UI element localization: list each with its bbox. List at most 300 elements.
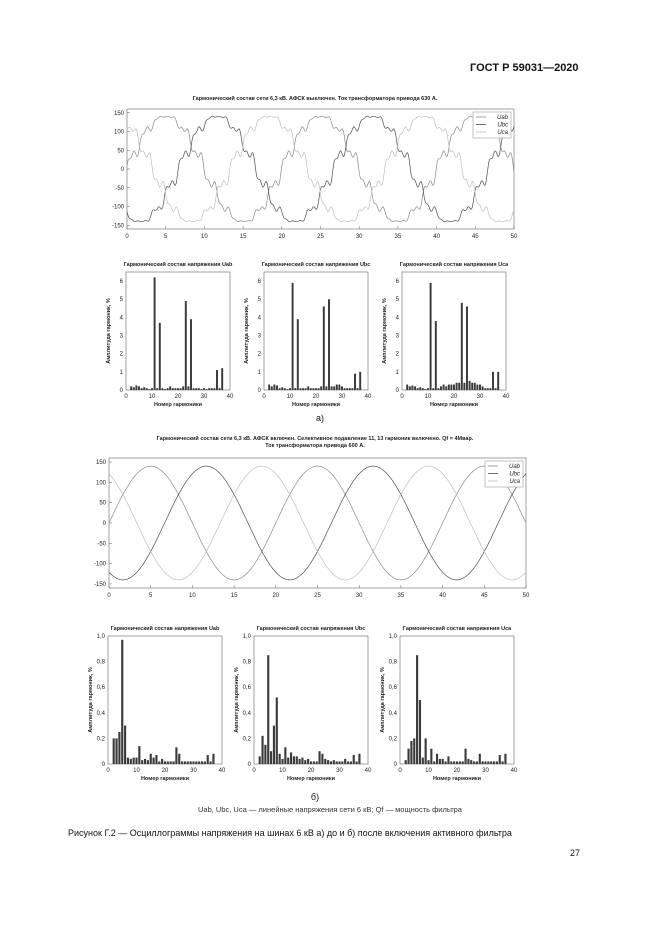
- bar-h16: [305, 388, 307, 390]
- y-tick-label: 0: [102, 521, 106, 527]
- plot-frame: [254, 636, 368, 764]
- bar-h34: [204, 761, 206, 764]
- bar-h29: [190, 761, 192, 764]
- bar-h24: [321, 754, 323, 764]
- bar-h19: [450, 385, 452, 390]
- bar-h29: [476, 385, 478, 390]
- bar-h20: [315, 388, 317, 390]
- y-tick-label: 0: [393, 762, 397, 768]
- y-tick-label: 100: [95, 480, 106, 487]
- bar-h19: [307, 759, 309, 764]
- bar-h15: [150, 754, 152, 764]
- x-tick-label: 20: [161, 768, 169, 774]
- x-tick-label: 25: [317, 234, 324, 240]
- y-tick-label: 0: [247, 762, 251, 768]
- bar-h11: [430, 283, 432, 390]
- bar-h12: [294, 388, 296, 390]
- bar-h14: [439, 759, 441, 764]
- y-tick-label: 2: [257, 351, 261, 358]
- x-tick-label: 10: [148, 394, 156, 400]
- bar-h10: [289, 388, 291, 390]
- bar-h27: [476, 761, 478, 764]
- y-tick-label: 150: [95, 460, 106, 467]
- part-b-label: б): [310, 792, 320, 802]
- y-tick-label: 100: [113, 129, 124, 136]
- bar-h25: [190, 319, 192, 390]
- bar-h16: [443, 385, 445, 390]
- x-tick-label: 20: [450, 394, 458, 400]
- y-axis-label: Амплитуда гармоник, %: [234, 667, 240, 733]
- bar-h27: [333, 386, 335, 390]
- x-axis-label: Номер гармоники: [429, 402, 479, 408]
- legend-label-uab: Uab: [508, 464, 520, 470]
- bar-h23: [461, 303, 463, 390]
- bar-h19: [453, 761, 455, 764]
- bar-h8: [276, 697, 278, 764]
- x-tick-label: 10: [201, 234, 208, 240]
- bar-h30: [203, 388, 205, 390]
- bar-h9: [425, 738, 427, 764]
- part-b-title-line2: Ток трансформатора привода 600 А.: [265, 443, 365, 449]
- y-tick-label: 5: [119, 297, 123, 304]
- x-tick-label: 30: [355, 593, 363, 599]
- bar-h13: [435, 321, 437, 390]
- bar-h3: [409, 386, 411, 390]
- bar-h28: [474, 383, 476, 390]
- y-tick-label: -50: [115, 185, 124, 192]
- bar-h32: [490, 761, 492, 764]
- bar-h3: [115, 738, 117, 764]
- y-tick-label: 0,8: [388, 659, 397, 666]
- bar-h35: [207, 755, 209, 764]
- bar-h18: [450, 761, 452, 764]
- bar-h25: [466, 306, 468, 390]
- bar-h32: [208, 388, 210, 390]
- y-tick-label: 6: [119, 279, 123, 286]
- x-tick-label: 40: [439, 593, 446, 599]
- bar-h33: [493, 761, 495, 764]
- bar-h8: [422, 758, 424, 764]
- bar-h35: [354, 374, 356, 390]
- x-tick-label: 30: [355, 234, 363, 240]
- x-tick-label: 40: [433, 234, 440, 240]
- bar-h26: [327, 760, 329, 764]
- bar-h32: [484, 388, 486, 390]
- part-a-label: а): [315, 413, 324, 423]
- y-tick-label: 0: [101, 762, 105, 768]
- bar-h20: [177, 388, 179, 390]
- y-tick-label: 50: [99, 500, 106, 507]
- y-tick-label: 0,6: [388, 685, 397, 692]
- bar-h16: [445, 761, 447, 764]
- x-tick-label: 10: [189, 593, 196, 599]
- wave-chart-a: [100, 103, 520, 243]
- standard-header: ГОСТ Р 59031—2020: [470, 62, 579, 74]
- bar-h22: [170, 761, 172, 764]
- bar-h23: [318, 751, 320, 764]
- bar-h15: [442, 759, 444, 764]
- bar-h5: [138, 386, 140, 390]
- bar-h3: [261, 736, 263, 764]
- bar-h6: [279, 388, 281, 390]
- x-tick-label: 10: [425, 768, 432, 774]
- bar-h19: [161, 759, 163, 764]
- bar-h15: [296, 756, 298, 764]
- bar-h27: [471, 383, 473, 390]
- bar-h17: [447, 756, 449, 764]
- y-tick-label: 1: [119, 369, 123, 376]
- x-tick-label: 40: [364, 768, 372, 774]
- bar-h13: [436, 754, 438, 764]
- plot-frame: [109, 458, 526, 588]
- y-tick-label: 2: [119, 351, 123, 358]
- x-tick-label: 20: [307, 768, 315, 774]
- legend-label-uca: Uca: [509, 479, 520, 485]
- bar-h21: [318, 388, 320, 390]
- bar-h13: [159, 323, 161, 390]
- x-tick-label: 0: [106, 768, 110, 774]
- bar-h19: [312, 388, 314, 390]
- bar-h8: [146, 388, 148, 390]
- x-tick-label: 5: [149, 593, 153, 599]
- bar-h37: [212, 754, 214, 764]
- bar-h7: [143, 387, 145, 390]
- bar-h25: [470, 760, 472, 764]
- harmonic-chart-a-uca: [380, 258, 516, 410]
- bar-h36: [495, 388, 497, 390]
- legend-label-uca: Uca: [497, 130, 508, 136]
- y-tick-label: 4: [119, 315, 123, 322]
- x-tick-label: 30: [336, 768, 343, 774]
- bar-h28: [333, 760, 335, 764]
- bar-h12: [156, 388, 158, 390]
- bar-h12: [287, 758, 289, 764]
- x-tick-label: 25: [314, 593, 321, 599]
- bar-h30: [484, 761, 486, 764]
- bar-h10: [135, 758, 137, 764]
- bar-h8: [130, 759, 132, 764]
- bar-h24: [175, 747, 177, 764]
- y-tick-label: 6: [257, 279, 261, 286]
- x-axis-label: Номер гармоники: [432, 776, 482, 782]
- y-tick-label: 1: [395, 369, 399, 376]
- bar-h21: [456, 383, 458, 390]
- bar-h14: [299, 388, 301, 390]
- x-tick-label: 40: [364, 394, 372, 400]
- bar-h5: [413, 738, 415, 764]
- chart-title: Гармонический состав напряжения Ubc: [256, 626, 366, 632]
- x-tick-label: 20: [174, 394, 182, 400]
- bar-h2: [259, 756, 261, 764]
- bar-h30: [479, 385, 481, 390]
- bar-h23: [323, 306, 325, 390]
- x-tick-label: 20: [272, 593, 280, 599]
- bar-h11: [430, 749, 432, 764]
- bar-h24: [467, 759, 469, 764]
- bar-h7: [419, 387, 421, 390]
- bar-h22: [316, 761, 318, 764]
- bar-h11: [292, 283, 294, 390]
- bar-h33: [347, 761, 349, 764]
- y-axis-label: Амплитуда гармоник, %: [88, 667, 94, 733]
- bar-h14: [437, 388, 439, 390]
- bar-h26: [193, 388, 195, 390]
- y-tick-label: 0: [257, 388, 261, 394]
- x-tick-label: 35: [397, 593, 405, 599]
- bar-h35: [499, 755, 501, 764]
- bar-h3: [407, 749, 409, 764]
- bar-h17: [169, 386, 171, 390]
- chart-title: Гармонический состав напряжения Uab: [110, 626, 220, 632]
- bar-h29: [336, 761, 338, 764]
- bar-h24: [187, 386, 189, 390]
- x-tick-label: 15: [239, 234, 247, 240]
- bar-h31: [482, 386, 484, 390]
- bar-h18: [172, 388, 174, 390]
- bar-h20: [310, 761, 312, 764]
- y-tick-label: 0,2: [388, 736, 397, 743]
- x-tick-label: 10: [424, 394, 432, 400]
- bar-h26: [469, 381, 471, 390]
- y-tick-label: 6: [395, 279, 399, 286]
- y-tick-label: 2: [395, 351, 399, 358]
- bar-h23: [185, 301, 187, 390]
- bar-h12: [432, 388, 434, 390]
- y-tick-label: 4: [257, 315, 261, 322]
- part-b-title-line1: Гармонический состав сети 6,3 кВ. АФСК включен. Селективное подавление 11, 13 гармоник включено. Qf = 4Мвар.: [156, 436, 474, 442]
- bar-h26: [473, 761, 475, 764]
- bar-h15: [302, 388, 304, 390]
- bar-h5: [121, 640, 123, 764]
- bar-h18: [448, 385, 450, 390]
- bar-h30: [338, 761, 340, 764]
- bar-h5: [267, 655, 269, 764]
- bar-h14: [147, 760, 149, 764]
- plot-frame: [264, 272, 368, 390]
- bar-h23: [464, 749, 466, 764]
- y-tick-label: 0,4: [96, 710, 105, 717]
- bar-h9: [148, 389, 150, 390]
- bar-h6: [416, 655, 418, 764]
- bar-h22: [462, 761, 464, 764]
- x-tick-label: 40: [218, 768, 226, 774]
- bar-h24: [463, 383, 465, 390]
- bar-h18: [158, 761, 160, 764]
- bar-h36: [356, 761, 358, 764]
- y-tick-label: 0,2: [242, 736, 251, 743]
- x-tick-label: 20: [453, 768, 461, 774]
- bar-h17: [445, 386, 447, 390]
- plot-frame: [127, 109, 514, 229]
- bar-h4: [118, 732, 120, 764]
- y-tick-label: 0: [120, 167, 124, 173]
- bar-h32: [198, 761, 200, 764]
- bar-h26: [331, 386, 333, 390]
- legend-caption: Uab, Ubc, Uca — линейные напряжения сети 6 кВ; Qf — мощность фильтра: [198, 805, 462, 814]
- bar-h25: [328, 299, 330, 390]
- plot-frame: [402, 272, 506, 390]
- bar-h12: [141, 760, 143, 764]
- bar-h20: [453, 385, 455, 390]
- bar-h2: [405, 760, 407, 764]
- bar-h34: [213, 388, 215, 390]
- bar-h3: [271, 386, 273, 390]
- x-tick-label: 0: [124, 394, 128, 400]
- y-tick-label: 1: [257, 369, 261, 376]
- bar-h16: [299, 759, 301, 764]
- x-tick-label: 10: [286, 394, 294, 400]
- x-tick-label: 30: [482, 768, 489, 774]
- y-tick-label: 50: [117, 148, 124, 155]
- x-tick-label: 40: [510, 768, 518, 774]
- bar-h35: [353, 755, 355, 764]
- chart-title: Гармонический состав напряжения Uca: [399, 262, 509, 268]
- bar-h37: [504, 754, 506, 764]
- harmonic-chart-a-uab: [104, 258, 240, 410]
- x-tick-label: 0: [125, 234, 129, 240]
- bar-h24: [325, 386, 327, 390]
- bar-h2: [113, 738, 115, 764]
- y-tick-label: 3: [119, 333, 123, 340]
- bar-h17: [301, 758, 303, 764]
- bar-h6: [124, 726, 126, 764]
- x-tick-label: 30: [476, 394, 484, 400]
- y-tick-label: 0,6: [242, 685, 251, 692]
- bar-h33: [487, 388, 489, 390]
- bar-h29: [338, 385, 340, 390]
- y-tick-label: 5: [395, 297, 399, 304]
- bar-h11: [154, 277, 156, 390]
- x-tick-label: 10: [279, 768, 286, 774]
- y-tick-label: 3: [257, 333, 261, 340]
- bar-h2: [268, 385, 270, 390]
- y-tick-label: 1,0: [96, 634, 105, 640]
- bar-h36: [219, 388, 221, 390]
- bar-h31: [195, 761, 197, 764]
- harmonic-chart-b-uab: [86, 622, 232, 784]
- bar-h16: [153, 758, 155, 764]
- bar-h19: [174, 388, 176, 390]
- y-axis-label: Амплитуда гармоник, %: [244, 298, 250, 364]
- bar-h31: [206, 389, 208, 390]
- y-tick-label: 4: [395, 315, 399, 322]
- bar-h11: [284, 747, 286, 764]
- bar-h10: [427, 388, 429, 390]
- bar-h21: [459, 761, 461, 764]
- x-tick-label: 35: [394, 234, 402, 240]
- harmonic-chart-b-ubc: [232, 622, 378, 784]
- bar-h28: [336, 385, 338, 390]
- bar-h6: [141, 388, 143, 390]
- bar-h10: [427, 760, 429, 764]
- bar-h28: [198, 388, 200, 390]
- bar-h9: [424, 389, 426, 390]
- bar-h22: [320, 386, 322, 390]
- bar-h31: [341, 761, 343, 764]
- bar-h22: [182, 386, 184, 390]
- bar-h7: [419, 700, 421, 764]
- y-tick-label: 3: [395, 333, 399, 340]
- bar-h5: [276, 385, 278, 390]
- bar-h34: [489, 388, 491, 390]
- y-tick-label: -50: [97, 541, 106, 548]
- bar-h27: [195, 388, 197, 390]
- bar-h25: [324, 759, 326, 764]
- bar-h9: [286, 389, 288, 390]
- x-tick-label: 20: [278, 234, 286, 240]
- bar-h29: [200, 389, 202, 390]
- y-tick-label: -150: [111, 223, 124, 230]
- bar-h36: [357, 388, 359, 390]
- y-tick-label: 5: [257, 297, 261, 304]
- y-tick-label: 1,0: [242, 634, 251, 640]
- bar-h11: [138, 746, 140, 764]
- bar-h7: [281, 387, 283, 390]
- bar-h18: [310, 388, 312, 390]
- bar-h5: [414, 386, 416, 390]
- y-tick-label: 0: [119, 388, 123, 394]
- bar-h21: [180, 388, 182, 390]
- y-tick-label: 0: [395, 388, 399, 394]
- y-tick-label: 0,8: [96, 659, 105, 666]
- x-tick-label: 10: [133, 768, 140, 774]
- legend-label-ubc: Ubc: [509, 471, 520, 478]
- bar-h26: [181, 761, 183, 764]
- bar-h30: [341, 386, 343, 390]
- bar-h17: [155, 755, 157, 764]
- legend-label-ubc: Ubc: [497, 122, 508, 129]
- bar-h16: [167, 388, 169, 390]
- bar-h15: [440, 386, 442, 390]
- x-axis-label: Номер гармоники: [291, 402, 341, 408]
- bar-h8: [284, 388, 286, 390]
- bar-h25: [178, 754, 180, 764]
- bar-h37: [497, 372, 499, 390]
- y-tick-label: 1,0: [388, 634, 397, 640]
- chart-title: Гармонический состав напряжения Ubc: [261, 262, 371, 268]
- bar-h13: [290, 752, 292, 764]
- x-tick-label: 40: [502, 394, 510, 400]
- bar-h18: [304, 760, 306, 764]
- x-tick-label: 20: [312, 394, 320, 400]
- x-tick-label: 5: [164, 234, 168, 240]
- y-tick-label: 0,4: [388, 710, 397, 717]
- y-axis-label: Амплитуда гармоник, %: [380, 667, 386, 733]
- part-a-title: Гармонический состав сети 6,3 кВ. АФСК выключен. Ток трансформатора привода 630 А.: [192, 96, 438, 102]
- bar-h32: [344, 759, 346, 764]
- bar-h9: [279, 754, 281, 764]
- wave-chart-b: [82, 452, 532, 602]
- bar-h4: [135, 385, 137, 390]
- x-tick-label: 30: [190, 768, 197, 774]
- bar-h17: [307, 386, 309, 390]
- bar-h6: [270, 751, 272, 764]
- x-tick-label: 0: [400, 394, 404, 400]
- bar-h4: [410, 741, 412, 764]
- x-tick-label: 30: [338, 394, 346, 400]
- bar-h4: [264, 745, 266, 764]
- bar-h15: [164, 389, 166, 390]
- bar-h28: [479, 754, 481, 764]
- bar-h4: [411, 385, 413, 390]
- bar-h28: [187, 761, 189, 764]
- y-tick-label: 0,4: [242, 710, 251, 717]
- bar-h14: [161, 388, 163, 390]
- bar-h22: [458, 383, 460, 390]
- bar-h7: [127, 758, 129, 764]
- bar-h33: [349, 388, 351, 390]
- bar-h27: [184, 761, 186, 764]
